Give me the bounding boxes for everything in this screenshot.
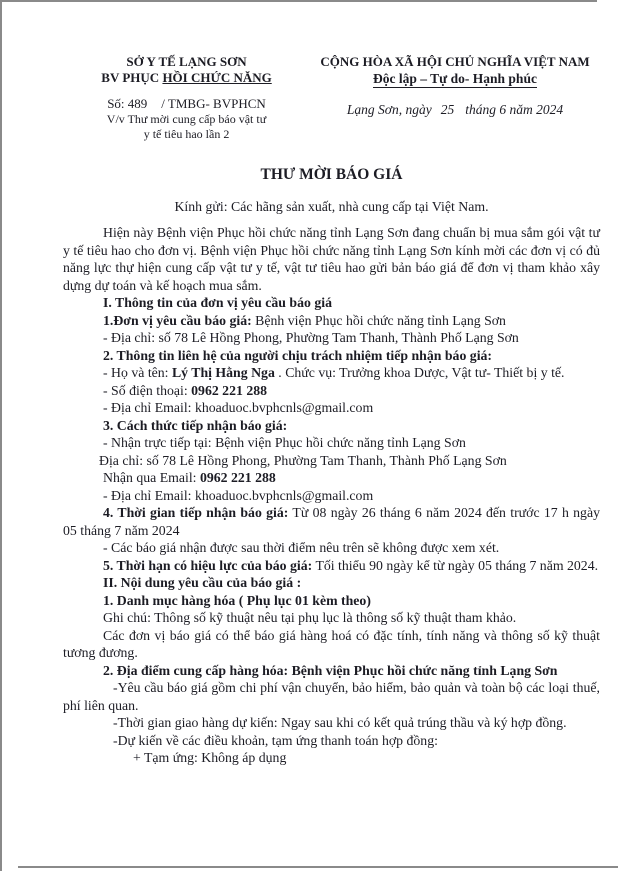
requesting-unit-value: Bệnh viện Phục hồi chức năng tỉnh Lạng Sơn (251, 312, 506, 328)
document-subject-line1: V/v Thư mời cung cấp báo vật tư (106, 112, 267, 126)
line-delivery-location: 2. Địa điểm cung cấp hàng hóa: Bệnh viện Phục hồi chức năng tỉnh Lạng Sơn (103, 662, 558, 678)
heading-receive-method: 3. Cách thức tiếp nhận báo giá: (103, 417, 288, 433)
header-issuing-org (63, 54, 310, 141)
header-national-motto (310, 54, 600, 141)
line-address-1: - Địa chỉ: số 78 Lê Hồng Phong, Phường Tam Thanh, Thành Phố Lạng Sơn (103, 330, 519, 345)
validity-label: 5. Thời hạn có hiệu lực của báo giá: (103, 557, 313, 573)
org-name-line2 (63, 70, 310, 86)
line-email-1: - Địa chỉ Email: khoaduoc.bvphcnls@gmail.com (103, 400, 374, 415)
line-advance-payment: + Tạm ứng: Không áp dụng (133, 750, 287, 765)
receive-email-label: Nhận qua Email: (103, 470, 200, 485)
requesting-unit-label: 1.Đơn vị yêu cầu báo giá: (103, 312, 252, 328)
document-subject-line2: y tế tiêu hao lần 2 (143, 126, 230, 141)
line-contact-person (63, 364, 600, 382)
document-number-suffix: / TMBG- BVPHCN (161, 96, 266, 111)
line-requesting-unit (63, 312, 600, 330)
contact-name: Lý Thị Hằng Nga (171, 365, 275, 380)
paragraph-intro: Hiện này Bệnh viện Phục hồi chức năng tỉnh Lạng Sơn đang chuẩn bị mua sắm gói vật tư y tế tiêu hao cho đơn vị. Bệnh viện Phục hồi chức năng tỉnh Lạng Sơn kính mời các đơn vị có đủ năng lực thự hiện cung cấp vật tư y tế, vật tư tiêu hao gửi bản báo giá để đơn vị tham khảo xây dựng dự toán và kế hoạch mua sắm. (63, 225, 600, 293)
line-validity (63, 557, 600, 575)
contact-suffix: . Chức vụ: Trưởng khoa Dược, Vật tư- Thiết bị y tế. (274, 365, 565, 380)
document-number (63, 95, 310, 112)
line-receive-direct: - Nhận trực tiếp tại: Bệnh viện Phục hồi chức năng tỉnh Lạng Sơn (103, 435, 466, 450)
line-requirement-1: -Yêu cầu báo giá gồm chi phí vận chuyển, bảo hiểm, bảo quản và toàn bộ các loại thuế, phí liên quan. (63, 680, 600, 713)
document-title: THƯ MỜI BÁO GIÁ (260, 166, 403, 183)
date-day: 25 (440, 102, 455, 117)
heading-section-1: I. Thông tin của đơn vị yêu cầu báo giá (103, 295, 332, 310)
line-goods-list: 1. Danh mục hàng hóa ( Phụ lục 01 kèm theo) (103, 592, 371, 608)
document-header (63, 54, 600, 141)
national-title: CỘNG HÒA XÃ HỘI CHỦ NGHĨA VIỆT NAM (320, 54, 590, 69)
line-receive-address: Địa chỉ: số 78 Lê Hồng Phong, Phường Tam Thanh, Thành Phố Lạng Sơn (99, 452, 507, 468)
salutation-line: Kính gửi: Các hãng sản xuất, nhà cung cấp tại Việt Nam. (174, 199, 489, 214)
org-name-underlined: HỒI CHỨC NĂNG (162, 70, 272, 85)
line-email-2: - Địa chỉ Email: khoaduoc.bvphcnls@gmail.com (103, 487, 374, 503)
org-name-line1: SỞ Y TẾ LẠNG SƠN (126, 54, 247, 69)
national-motto-text: Độc lập – Tự do- Hạnh phúc (373, 71, 537, 86)
receive-time-value: Từ 08 ngày 26 tháng 6 năm 2024 đến trước 17 h ngày 05 tháng 7 năm 2024 (63, 505, 600, 538)
document-number-label: Số: 489 (107, 96, 148, 111)
date-prefix: Lạng Sơn, ngày (346, 102, 432, 117)
line-receive-email (63, 469, 600, 487)
phone-number: 0962 221 288 (191, 382, 268, 398)
document-body (63, 224, 600, 767)
line-note-1: Ghi chú: Thông số kỹ thuật nêu tại phụ lục là thông số kỹ thuật tham khảo. (103, 610, 517, 625)
line-phone (63, 382, 600, 400)
scan-edge-left (0, 0, 2, 871)
phone-label: - Số điện thoại: (103, 382, 192, 398)
scan-edge-bottom (18, 866, 618, 868)
date-suffix: tháng 6 năm 2024 (465, 102, 564, 117)
org-name-prefix: BV PHỤC (101, 70, 163, 85)
line-requirement-3: -Dự kiến về các điều khoản, tạm ứng thanh toán hợp đồng: (113, 732, 438, 748)
contact-prefix: - Họ và tên: (103, 365, 172, 380)
heading-section-2: II. Nội dung yêu cầu của báo giá : (103, 575, 302, 590)
receive-email-number: 0962 221 288 (199, 470, 276, 485)
scan-edge-top (0, 0, 597, 2)
line-receive-time (63, 504, 600, 539)
heading-contact-info: 2. Thông tin liên hệ của người chịu trách nhiệm tiếp nhận báo giá: (103, 347, 493, 363)
line-requirement-2: -Thời gian giao hàng dự kiến: Ngay sau khi có kết quả trúng thầu và ký hợp đồng. (113, 715, 567, 730)
line-note-2: Các đơn vị báo giá có thể báo giá hàng hoá có đặc tính, tính năng và thông số kỹ thuật tương đương. (63, 627, 600, 660)
validity-value: Tối thiểu 90 ngày kể từ ngày 05 tháng 7 năm 2024. (312, 557, 599, 573)
date-place-line (310, 101, 600, 118)
receive-time-label: 4. Thời gian tiếp nhận báo giá: (103, 505, 289, 520)
line-late-note: - Các báo giá nhận được sau thời điểm nêu trên sẽ không được xem xét. (103, 540, 500, 555)
national-motto (310, 70, 600, 88)
